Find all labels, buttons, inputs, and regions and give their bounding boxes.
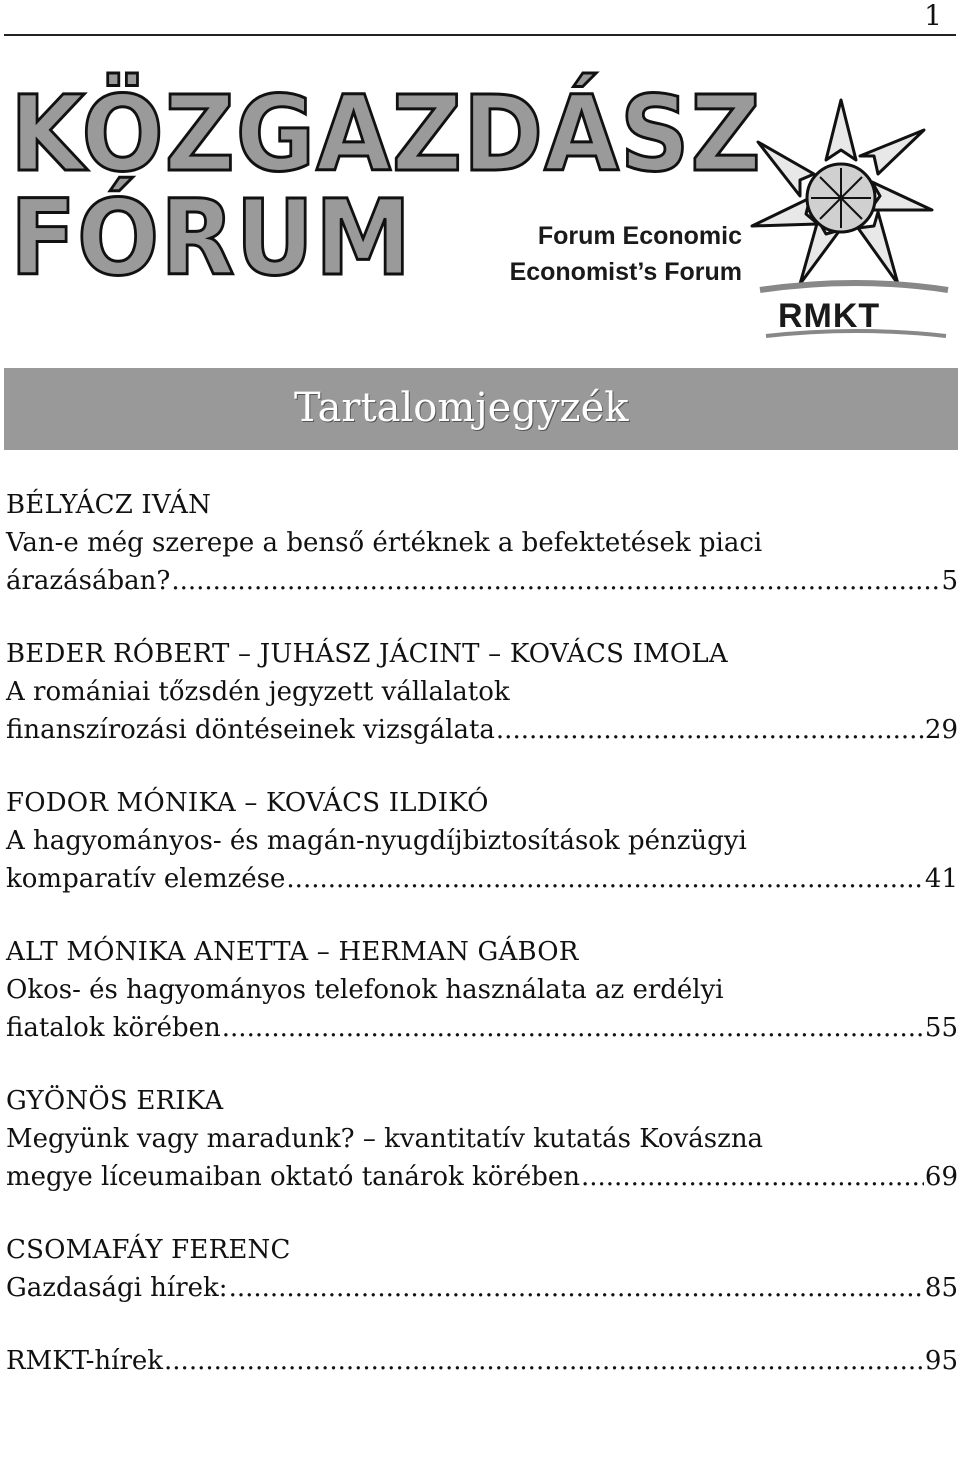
toc-title-leader[interactable] [6, 711, 958, 749]
toc-page-number: 5 [941, 566, 958, 596]
toc-title-end: komparatív elemzése [6, 864, 286, 894]
page-title: Tartalomjegyzék [294, 385, 629, 431]
toc-page-number: 41 [924, 864, 958, 894]
toc-entry [6, 784, 958, 898]
toc-title-end: RMKT-hírek [6, 1346, 164, 1376]
toc-page-number: 55 [924, 1013, 958, 1043]
page-number: 1 [924, 0, 942, 32]
dot-leader [164, 1342, 924, 1380]
dot-leader [171, 562, 940, 600]
logo-title-line2: FÓRUM [10, 177, 413, 299]
toc-title: Van-e még szerepe a benső értéknek a befektetések piaci [6, 528, 763, 558]
toc-page-number: 69 [924, 1162, 958, 1192]
logo-subtitle [492, 218, 742, 290]
header-rule [4, 34, 956, 36]
toc-author: GYÖNÖS ERIKA [6, 1086, 224, 1116]
toc-title-leader[interactable] [6, 1158, 958, 1196]
toc-entry [6, 933, 958, 1047]
toc-entry [6, 635, 958, 749]
table-of-contents [6, 486, 958, 1415]
dot-leader [286, 860, 923, 898]
toc-entry [6, 1342, 958, 1380]
toc-title: A hagyományos- és magán-nyugdíjbiztosítások pénzügyi [6, 826, 747, 856]
logo-subtitle-line2: Economist’s Forum [509, 258, 742, 286]
dot-leader [222, 1009, 924, 1047]
logo-title-line1: KÖZGAZDÁSZ [10, 73, 762, 195]
logo-subtitle-line1: Forum Economic [537, 222, 742, 250]
toc-author: FODOR MÓNIKA – KOVÁCS ILDIKÓ [6, 788, 489, 818]
toc-title-end: Gazdasági hírek: [6, 1273, 228, 1303]
toc-title-end: megye líceumaiban oktató tanárok körében [6, 1162, 580, 1192]
toc-title-leader[interactable] [6, 1342, 958, 1380]
toc-title-end: finanszírozási döntéseinek vizsgálata [6, 715, 495, 745]
toc-title-leader[interactable] [6, 1269, 958, 1307]
toc-entry [6, 1231, 958, 1307]
toc-author: BÉLYÁCZ IVÁN [6, 490, 212, 520]
toc-title: Okos- és hagyományos telefonok használata az erdélyi [6, 975, 724, 1005]
toc-title-leader[interactable] [6, 562, 958, 600]
toc-page-number: 29 [924, 715, 958, 745]
dot-leader [581, 1158, 924, 1196]
logo-org: RMKT [778, 297, 881, 335]
toc-banner [4, 368, 958, 450]
toc-page-number: 95 [924, 1346, 958, 1376]
toc-author: BEDER RÓBERT – JUHÁSZ JÁCINT – KOVÁCS IMOLA [6, 639, 728, 669]
toc-title-leader[interactable] [6, 1009, 958, 1047]
toc-title-end: árazásában? [6, 566, 171, 596]
star-logo-icon [748, 98, 934, 288]
toc-title-end: fiatalok körében [6, 1013, 221, 1043]
toc-entry [6, 486, 958, 600]
toc-page-number: 85 [924, 1273, 958, 1303]
toc-author: ALT MÓNIKA ANETTA – HERMAN GÁBOR [6, 937, 579, 967]
dot-leader [229, 1269, 924, 1307]
toc-title: A romániai tőzsdén jegyzett vállalatok [6, 677, 510, 707]
toc-author: CSOMAFÁY FERENC [6, 1235, 291, 1265]
toc-title: Megyünk vagy maradunk? – kvantitatív kutatás Kovászna [6, 1124, 764, 1154]
toc-entry [6, 1082, 958, 1196]
dot-leader [496, 711, 924, 749]
toc-title-leader[interactable] [6, 860, 958, 898]
